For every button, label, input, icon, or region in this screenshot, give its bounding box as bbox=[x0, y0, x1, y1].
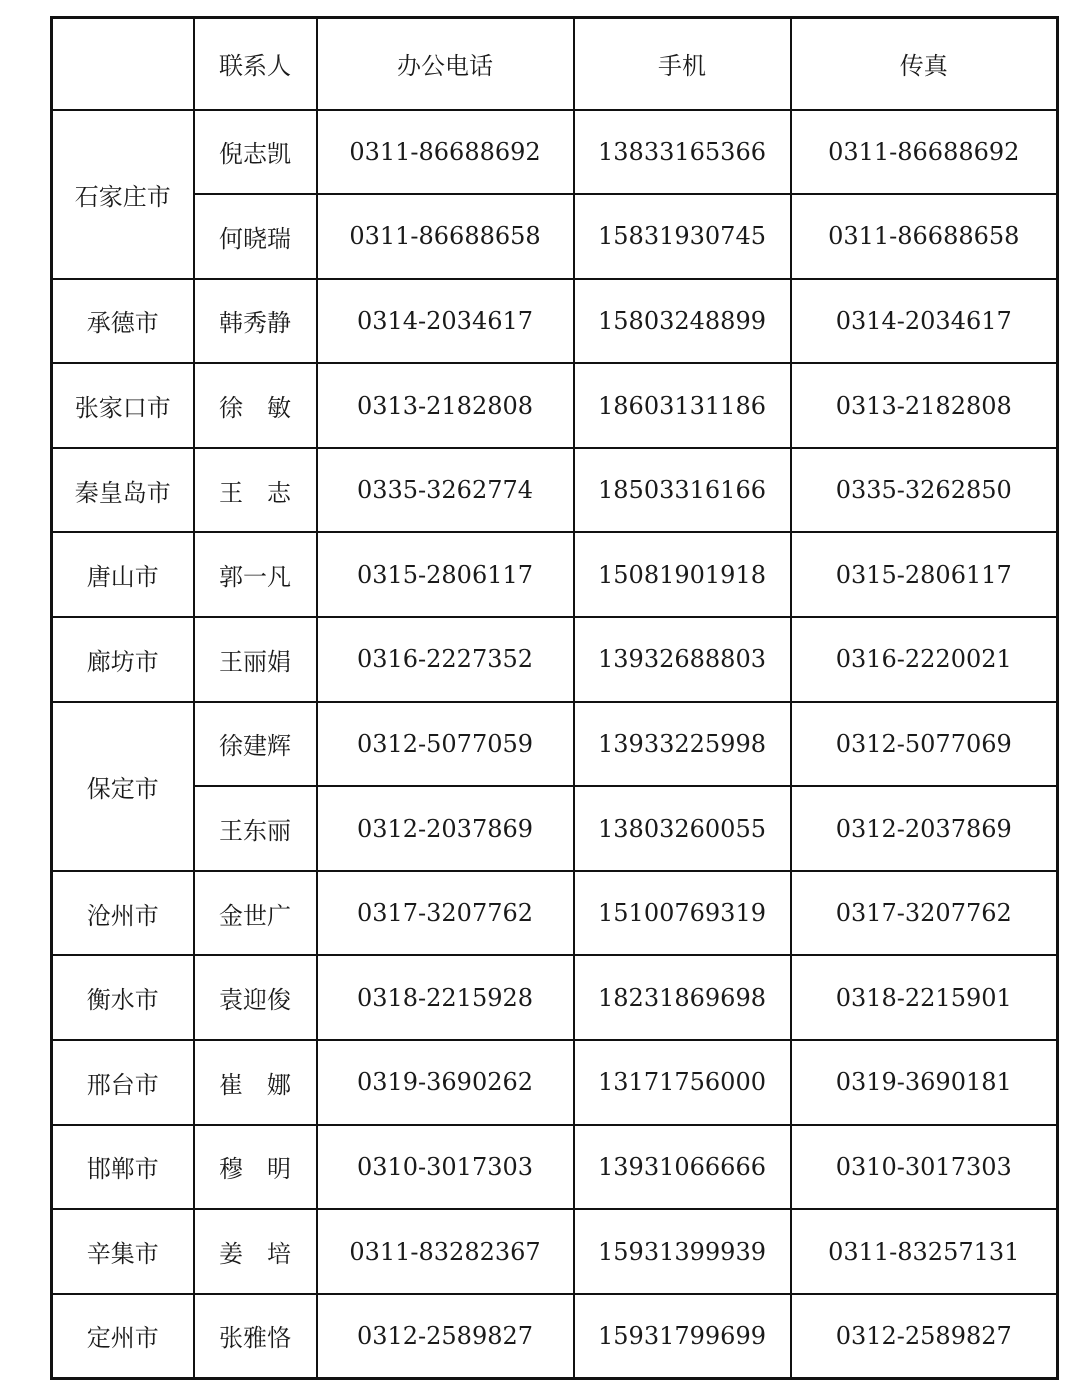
contact-table bbox=[50, 16, 1059, 1380]
header-contact: 联系人 bbox=[194, 18, 317, 110]
table-row bbox=[52, 1209, 1058, 1294]
fax-cell: 0311-86688692 bbox=[791, 110, 1058, 195]
contact-cell: 徐建辉 bbox=[194, 702, 317, 787]
fax-cell: 0312-5077069 bbox=[791, 702, 1058, 787]
contact-cell: 郭一凡 bbox=[194, 532, 317, 617]
office-phone-cell: 0318-2215928 bbox=[317, 955, 574, 1040]
contact-cell: 崔 娜 bbox=[194, 1040, 317, 1125]
header-mobile: 手机 bbox=[574, 18, 791, 110]
office-phone-cell: 0312-2037869 bbox=[317, 786, 574, 871]
table-row bbox=[52, 1125, 1058, 1210]
fax-cell: 0318-2215901 bbox=[791, 955, 1058, 1040]
table-row bbox=[52, 955, 1058, 1040]
mobile-cell: 15100769319 bbox=[574, 871, 791, 956]
contact-cell: 徐 敏 bbox=[194, 363, 317, 448]
mobile-cell: 13803260055 bbox=[574, 786, 791, 871]
fax-cell: 0311-83257131 bbox=[791, 1209, 1058, 1294]
contact-cell: 穆 明 bbox=[194, 1125, 317, 1210]
office-phone-cell: 0311-83282367 bbox=[317, 1209, 574, 1294]
city-cell: 石家庄市 bbox=[52, 110, 194, 279]
fax-cell: 0316-2220021 bbox=[791, 617, 1058, 702]
contact-cell: 张雅恪 bbox=[194, 1294, 317, 1379]
fax-cell: 0314-2034617 bbox=[791, 279, 1058, 364]
city-cell: 承德市 bbox=[52, 279, 194, 364]
contact-cell: 王 志 bbox=[194, 448, 317, 533]
mobile-cell: 18231869698 bbox=[574, 955, 791, 1040]
mobile-cell: 15931399939 bbox=[574, 1209, 791, 1294]
mobile-cell: 13933225998 bbox=[574, 702, 791, 787]
mobile-cell: 15931799699 bbox=[574, 1294, 791, 1379]
mobile-cell: 15081901918 bbox=[574, 532, 791, 617]
table-row bbox=[52, 194, 1058, 279]
table-row bbox=[52, 1294, 1058, 1379]
table-row bbox=[52, 363, 1058, 448]
contact-cell: 王丽娟 bbox=[194, 617, 317, 702]
office-phone-cell: 0312-5077059 bbox=[317, 702, 574, 787]
office-phone-cell: 0335-3262774 bbox=[317, 448, 574, 533]
contact-cell: 何晓瑞 bbox=[194, 194, 317, 279]
city-cell: 定州市 bbox=[52, 1294, 194, 1379]
fax-cell: 0317-3207762 bbox=[791, 871, 1058, 956]
city-cell: 邢台市 bbox=[52, 1040, 194, 1125]
office-phone-cell: 0312-2589827 bbox=[317, 1294, 574, 1379]
header-city bbox=[52, 18, 194, 110]
table-row bbox=[52, 448, 1058, 533]
contact-cell: 王东丽 bbox=[194, 786, 317, 871]
contact-cell: 韩秀静 bbox=[194, 279, 317, 364]
fax-cell: 0312-2589827 bbox=[791, 1294, 1058, 1379]
mobile-cell: 13931066666 bbox=[574, 1125, 791, 1210]
mobile-cell: 18503316166 bbox=[574, 448, 791, 533]
table-row bbox=[52, 279, 1058, 364]
city-cell: 沧州市 bbox=[52, 871, 194, 956]
table-row bbox=[52, 871, 1058, 956]
mobile-cell: 18603131186 bbox=[574, 363, 791, 448]
fax-cell: 0313-2182808 bbox=[791, 363, 1058, 448]
fax-cell: 0335-3262850 bbox=[791, 448, 1058, 533]
city-cell: 唐山市 bbox=[52, 532, 194, 617]
city-cell: 廊坊市 bbox=[52, 617, 194, 702]
mobile-cell: 13833165366 bbox=[574, 110, 791, 195]
contact-cell: 倪志凯 bbox=[194, 110, 317, 195]
office-phone-cell: 0311-86688658 bbox=[317, 194, 574, 279]
city-cell: 张家口市 bbox=[52, 363, 194, 448]
contact-cell: 姜 培 bbox=[194, 1209, 317, 1294]
table-row bbox=[52, 110, 1058, 195]
fax-cell: 0310-3017303 bbox=[791, 1125, 1058, 1210]
fax-cell: 0311-86688658 bbox=[791, 194, 1058, 279]
city-cell: 邯郸市 bbox=[52, 1125, 194, 1210]
office-phone-cell: 0315-2806117 bbox=[317, 532, 574, 617]
office-phone-cell: 0314-2034617 bbox=[317, 279, 574, 364]
office-phone-cell: 0316-2227352 bbox=[317, 617, 574, 702]
contact-cell: 袁迎俊 bbox=[194, 955, 317, 1040]
table-row bbox=[52, 532, 1058, 617]
table-row bbox=[52, 786, 1058, 871]
mobile-cell: 15803248899 bbox=[574, 279, 791, 364]
fax-cell: 0319-3690181 bbox=[791, 1040, 1058, 1125]
contact-cell: 金世广 bbox=[194, 871, 317, 956]
city-cell: 衡水市 bbox=[52, 955, 194, 1040]
header-office-phone: 办公电话 bbox=[317, 18, 574, 110]
mobile-cell: 15831930745 bbox=[574, 194, 791, 279]
office-phone-cell: 0310-3017303 bbox=[317, 1125, 574, 1210]
table-row bbox=[52, 617, 1058, 702]
table-header-row bbox=[52, 18, 1058, 110]
mobile-cell: 13932688803 bbox=[574, 617, 791, 702]
office-phone-cell: 0313-2182808 bbox=[317, 363, 574, 448]
table-row bbox=[52, 1040, 1058, 1125]
city-cell: 秦皇岛市 bbox=[52, 448, 194, 533]
office-phone-cell: 0311-86688692 bbox=[317, 110, 574, 195]
fax-cell: 0315-2806117 bbox=[791, 532, 1058, 617]
office-phone-cell: 0319-3690262 bbox=[317, 1040, 574, 1125]
city-cell: 辛集市 bbox=[52, 1209, 194, 1294]
office-phone-cell: 0317-3207762 bbox=[317, 871, 574, 956]
mobile-cell: 13171756000 bbox=[574, 1040, 791, 1125]
city-cell: 保定市 bbox=[52, 702, 194, 871]
table-row bbox=[52, 702, 1058, 787]
header-fax: 传真 bbox=[791, 18, 1058, 110]
fax-cell: 0312-2037869 bbox=[791, 786, 1058, 871]
